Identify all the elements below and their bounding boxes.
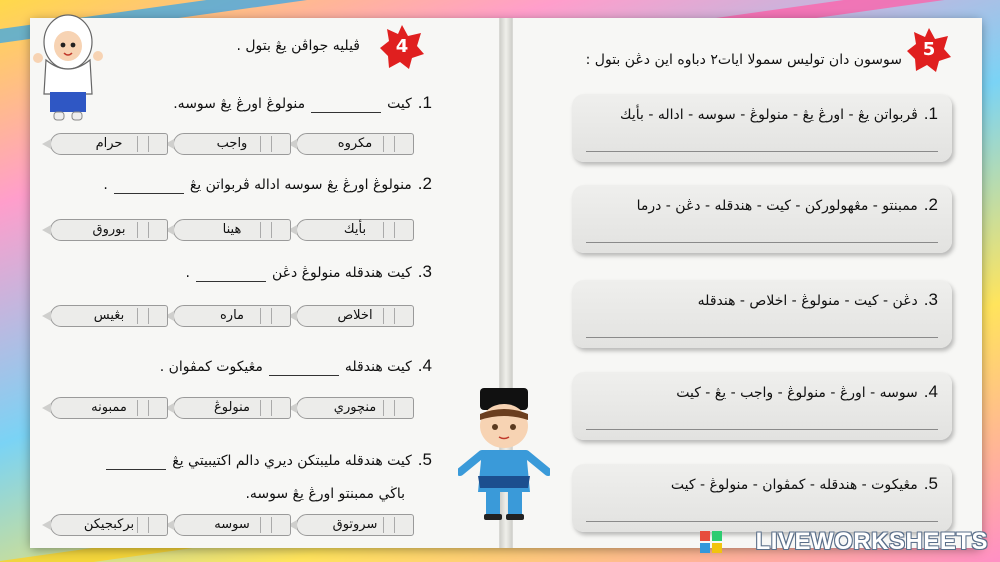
answer-blank[interactable] <box>106 469 166 470</box>
answer-line[interactable] <box>586 521 938 522</box>
option-crayon[interactable]: منولوڠ <box>173 397 291 419</box>
item-text <box>620 104 938 124</box>
option-crayon[interactable]: اخلاص <box>296 305 414 327</box>
answer-line[interactable] <box>586 151 938 152</box>
question-1 <box>173 93 432 113</box>
question-text: كيت <box>387 96 412 112</box>
answer-blank[interactable] <box>196 281 266 282</box>
option-crayon[interactable]: بڠيس <box>50 305 168 327</box>
question-number: 4. <box>417 356 432 375</box>
option-crayon[interactable]: منچوري <box>296 397 414 419</box>
question-2 <box>103 174 432 194</box>
exercise-4-badge <box>379 24 425 70</box>
question-number: 2. <box>417 174 432 193</box>
rearrange-item-1 <box>572 94 952 162</box>
question-text: . <box>103 177 108 193</box>
question-5 <box>100 450 432 470</box>
exercise-5-badge <box>906 27 952 73</box>
girl-character-illustration <box>30 12 106 124</box>
rearrange-item-5 <box>572 464 952 532</box>
option-crayon[interactable]: حرام <box>50 133 168 155</box>
item-number: 3. <box>923 290 938 309</box>
question-number: 1. <box>417 93 432 112</box>
item-text <box>671 474 938 494</box>
question-number: 3. <box>417 262 432 281</box>
question-text: كيت هندقله <box>344 359 412 375</box>
right-heading: سوسون دان توليس سمولا ايات٢ دباوه اين دڠن بتول : <box>585 52 902 68</box>
item-words: دڠن - كيت - منولوڠ - اخلاص - هندقله <box>697 293 918 309</box>
option-crayon[interactable]: بركبجيكن <box>50 514 168 536</box>
question-text: منولوڠ اورڠ يڠ سوسه اداله ڤربواتن يڠ <box>189 177 412 193</box>
answer-line[interactable] <box>586 242 938 243</box>
question-text: منولوڠ اورڠ يڠ سوسه. <box>173 96 306 112</box>
answer-blank[interactable] <box>114 193 184 194</box>
item-words: سوسه - اورڠ - منولوڠ - واجب - يڠ - كيت <box>676 385 918 401</box>
item-number: 2. <box>923 195 938 214</box>
rearrange-item-4 <box>572 372 952 440</box>
liveworksheets-logo-icon <box>700 531 722 553</box>
answer-blank[interactable] <box>269 375 339 376</box>
item-text <box>676 382 938 402</box>
item-number: 1. <box>923 104 938 123</box>
item-number: 4. <box>923 382 938 401</box>
question-text: مڠيكوت كمڤوان . <box>159 359 263 375</box>
option-crayon[interactable]: ماره <box>173 305 291 327</box>
rearrange-item-3 <box>572 280 952 348</box>
option-crayon[interactable]: هينا <box>173 219 291 241</box>
option-crayon[interactable]: بوروق <box>50 219 168 241</box>
question-4 <box>160 356 432 376</box>
exercise-4-number: 4 <box>395 36 409 57</box>
option-crayon[interactable]: بأيك <box>296 219 414 241</box>
item-words: مڠيكوت - هندقله - كمڤوان - منولوڠ - كيت <box>670 477 918 493</box>
option-crayon[interactable]: سوسه <box>173 514 291 536</box>
item-words: ممبنتو - مڠهولوركن - كيت - هندقله - دڠن - درما <box>636 198 918 214</box>
question-number: 5. <box>417 450 432 469</box>
question-text: كيت هندقله منولوڠ دڠن <box>271 265 412 281</box>
answer-line[interactable] <box>586 337 938 338</box>
question-5-continued: باڬي ممبنتو اورڠ يڠ سوسه. <box>245 486 405 502</box>
question-3 <box>186 262 433 282</box>
option-crayon[interactable]: واجب <box>173 133 291 155</box>
rearrange-item-2 <box>572 185 952 253</box>
option-crayon[interactable]: سروتوق <box>296 514 414 536</box>
exercise-5-number: 5 <box>922 39 936 60</box>
item-number: 5. <box>923 474 938 493</box>
option-crayon[interactable]: مكروه <box>296 133 414 155</box>
item-text <box>698 290 938 310</box>
answer-line[interactable] <box>586 429 938 430</box>
option-crayon[interactable]: ممبونه <box>50 397 168 419</box>
boy-character-illustration <box>458 384 550 524</box>
question-text: كيت هندقله مليبتكن ديري دالم اکتيبيتي يڠ <box>172 453 412 469</box>
question-text: . <box>185 265 190 281</box>
liveworksheets-watermark: LIVEWORKSHEETS <box>755 528 988 555</box>
item-text <box>637 195 938 215</box>
answer-blank[interactable] <box>311 112 381 113</box>
left-heading: ڤيليه جواڤن يڠ بتول . <box>236 38 360 54</box>
item-words: ڤربواتن يڠ - اورڠ يڠ - منولوڠ - سوسه - اداله - بأيك <box>620 107 918 123</box>
